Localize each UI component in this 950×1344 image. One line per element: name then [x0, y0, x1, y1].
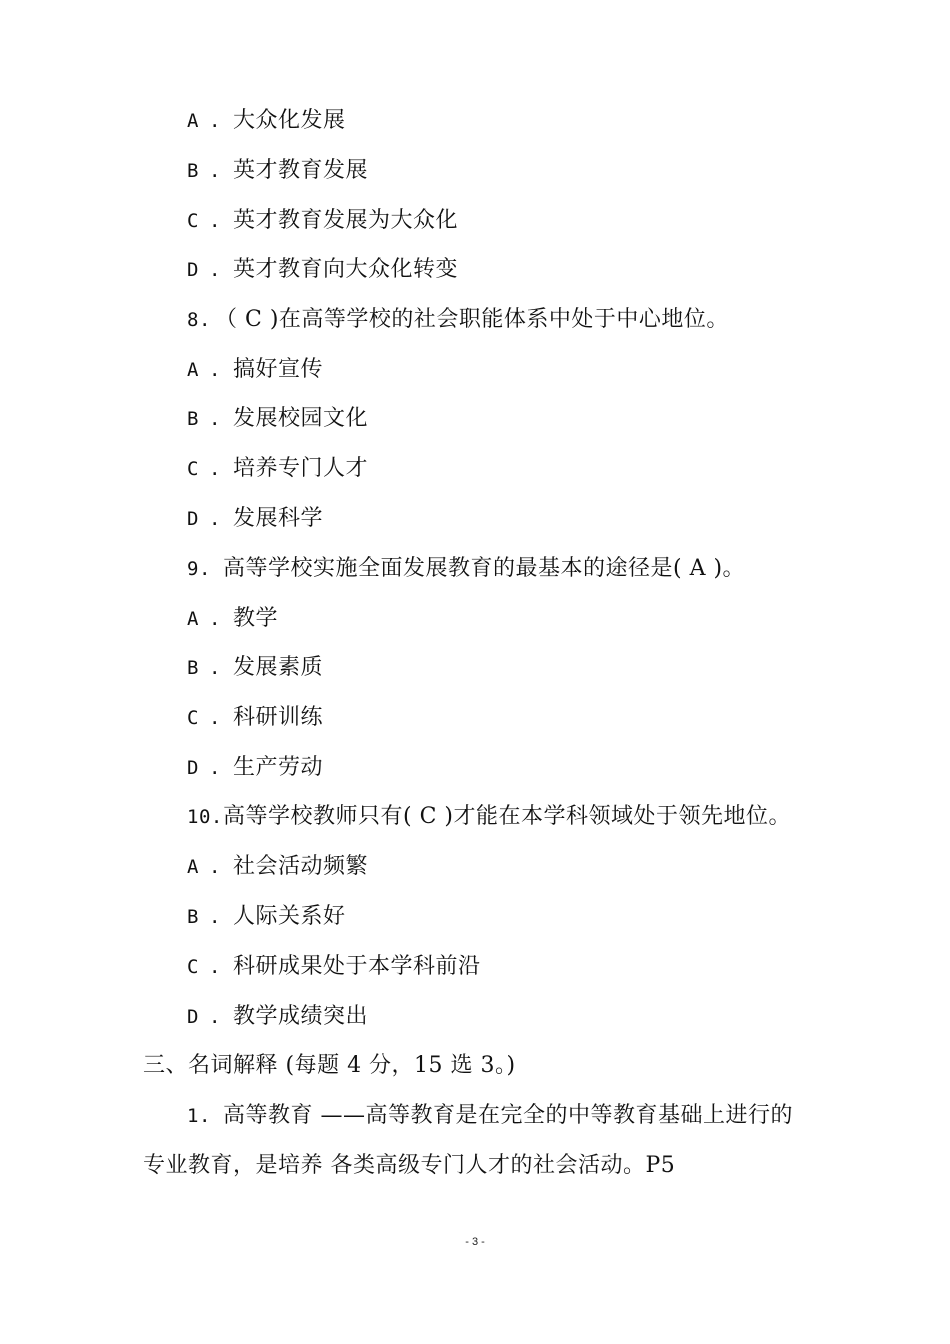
q9-option-d: [187, 753, 323, 783]
option-letter: D: [187, 259, 199, 281]
question-number: 8.: [187, 309, 211, 331]
option-letter: D: [187, 757, 199, 779]
option-dot: .: [209, 856, 221, 878]
option-text: 英才教育发展为大众化: [233, 208, 459, 233]
option-letter: A: [187, 110, 199, 132]
term-number: 1.: [187, 1105, 211, 1127]
q10-option-d: [187, 1002, 368, 1032]
option-dot: .: [209, 359, 221, 381]
q9-option-b: [187, 653, 323, 683]
option-letter: C: [187, 210, 199, 232]
option-dot: .: [209, 657, 221, 679]
q8-option-a: [187, 355, 323, 385]
option-dot: .: [209, 408, 221, 430]
option-letter: B: [187, 408, 199, 430]
term-definition-line-2: 专业教育，是培养 各类高级专门人才的社会活动。P5: [143, 1153, 676, 1178]
option-text: 培养专门人才: [233, 456, 369, 481]
option-letter: B: [187, 657, 199, 679]
q7-option-b: [187, 156, 368, 186]
option-letter: C: [187, 458, 199, 480]
option-dot: .: [209, 259, 221, 281]
q7-option-d: [187, 255, 458, 285]
option-dot: .: [209, 906, 221, 928]
q8-stem: [187, 305, 729, 335]
option-letter: B: [187, 906, 199, 928]
q9-option-a: [187, 604, 278, 634]
q10-option-a: [187, 852, 368, 882]
question-text: 高等学校教师只有( C )才能在本学科领域处于领先地位。: [223, 804, 791, 829]
option-letter: B: [187, 160, 199, 182]
option-dot: .: [209, 707, 221, 729]
q10-option-b: [187, 902, 346, 932]
section-heading: 三、名词解释 (每题 4 分，15 选 3。): [143, 1053, 516, 1078]
option-text: 发展校园文化: [233, 406, 369, 431]
question-text: （ C )在高等学校的社会职能体系中处于中心地位。: [215, 307, 729, 332]
option-letter: C: [187, 956, 199, 978]
option-text: 生产劳动: [233, 755, 324, 780]
option-text: 英才教育发展: [233, 158, 369, 183]
question-number: 10.: [187, 806, 223, 828]
option-dot: .: [209, 757, 221, 779]
question-text: 高等学校实施全面发展教育的最基本的途径是( A )。: [223, 556, 746, 581]
option-dot: .: [209, 1006, 221, 1028]
option-letter: A: [187, 608, 199, 630]
option-letter: C: [187, 707, 199, 729]
q9-option-c: [187, 703, 323, 733]
option-text: 人际关系好: [233, 904, 346, 929]
option-letter: A: [187, 359, 199, 381]
option-text: 社会活动频繁: [233, 854, 369, 879]
option-letter: D: [187, 508, 199, 530]
option-text: 科研训练: [233, 705, 324, 730]
option-letter: D: [187, 1006, 199, 1028]
option-text: 科研成果处于本学科前沿: [233, 954, 481, 979]
option-text: 英才教育向大众化转变: [233, 257, 459, 282]
option-dot: .: [209, 956, 221, 978]
option-text: 发展科学: [233, 506, 324, 531]
option-text: 发展素质: [233, 655, 324, 680]
option-dot: .: [209, 110, 221, 132]
option-text: 教学成绩突出: [233, 1004, 369, 1029]
option-text: 搞好宣传: [233, 357, 324, 382]
q8-option-c: [187, 454, 368, 484]
q9-stem: [187, 554, 745, 584]
option-dot: .: [209, 160, 221, 182]
option-dot: .: [209, 608, 221, 630]
question-number: 9.: [187, 558, 211, 580]
term-text: 高等教育 ——高等教育是在完全的中等教育基础上进行的: [223, 1103, 793, 1128]
page-number: - 3 -: [465, 1236, 485, 1248]
option-dot: .: [209, 508, 221, 530]
q8-option-d: [187, 504, 323, 534]
option-dot: .: [209, 210, 221, 232]
option-letter: A: [187, 856, 199, 878]
option-dot: .: [209, 458, 221, 480]
q8-option-b: [187, 404, 368, 434]
q7-option-a: [187, 106, 346, 136]
option-text: 大众化发展: [233, 108, 346, 133]
q10-option-c: [187, 952, 481, 982]
q10-stem: [187, 802, 791, 832]
term-definition-line-1: [187, 1101, 793, 1131]
q7-option-c: [187, 206, 458, 236]
option-text: 教学: [233, 606, 279, 631]
